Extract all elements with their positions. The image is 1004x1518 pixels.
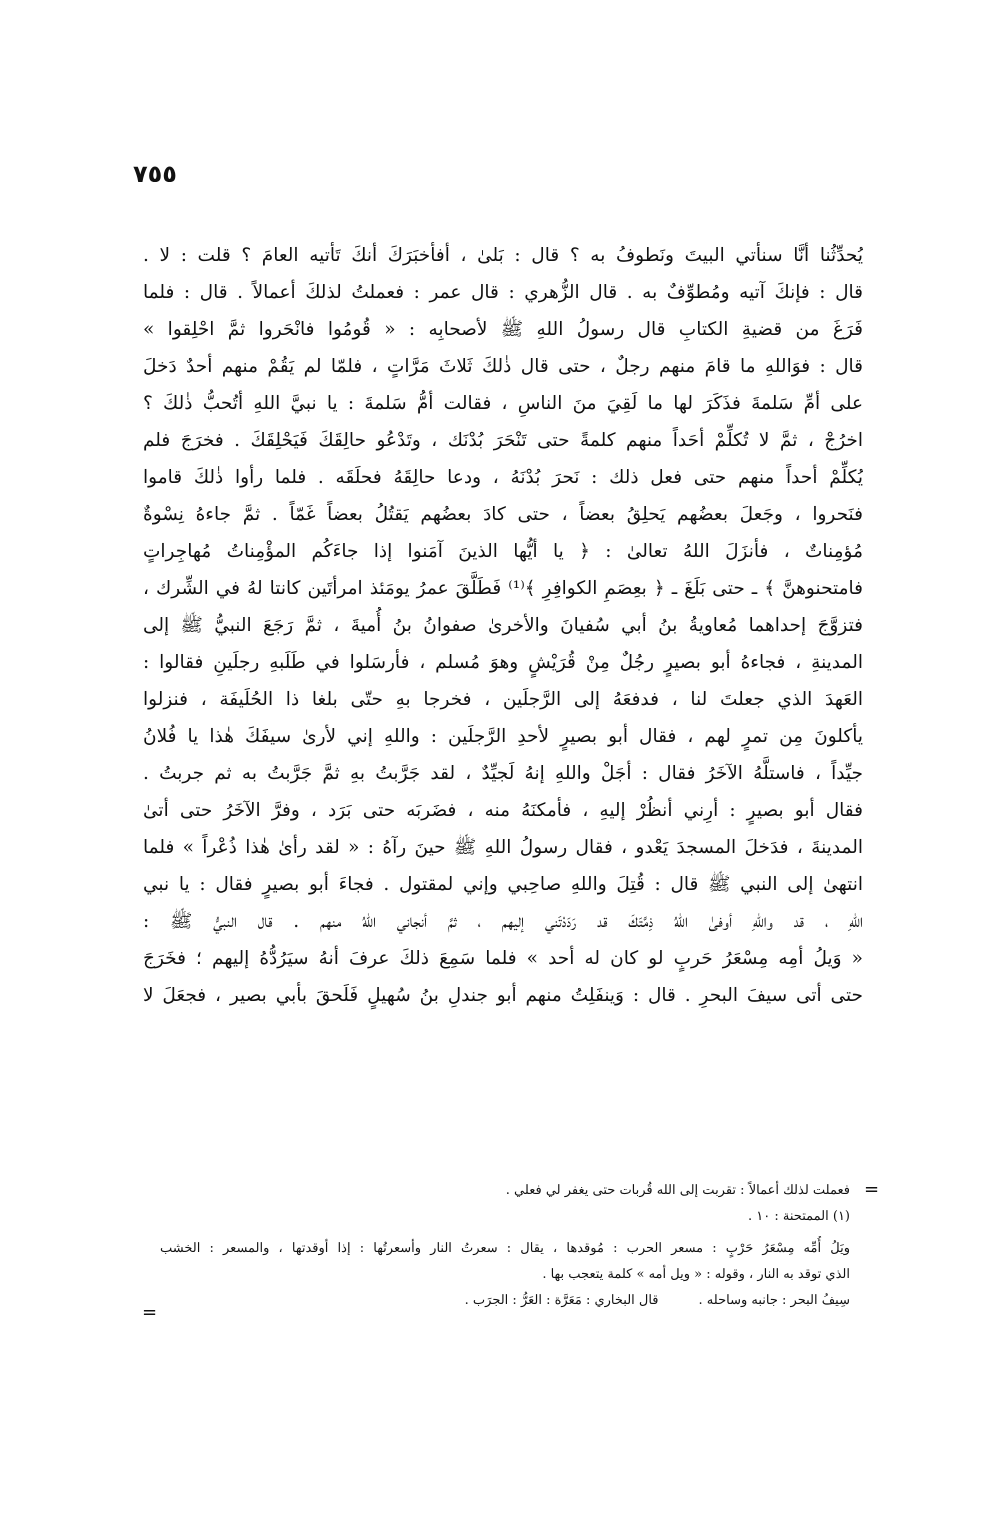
text-line: حتى أتى سيفَ البحرِ . قال : وَينفَلِتُ منهم أبو جندلِ بنُ سُهيلٍ فَلَحقَ بأبي بصير ، فجعَلَ لا xyxy=(143,985,863,1006)
text-line: اللهِ ، قد واللهِ أوفىٰ اللهُ ذِمَّتَكَ قد رَدَدْتَني إليهم ، ثمَّ أنجاني اللهُ منهم . قال النبيُّ ﷺ : xyxy=(143,911,863,932)
text-line: جيِّداً ، فاستلَّهُ الآخَرُ فقال : أجَلْ واللهِ إنهُ لَجيِّدٌ ، لقد جَرَّبتُ بهِ ثمَّ جَرَّبتُ به ثم جربتُ . xyxy=(143,763,863,784)
text-line: فقال أبو بصيرٍ : أرِني أنظُرْ إليهِ ، فأمكنَهُ منه ، فضَربَه حتى بَرَد ، وفرَّ الآخَرُ حتى أتىٰ xyxy=(143,800,863,821)
text-line: مُؤمِناتٌ ، فأنزَلَ اللهُ تعالىٰ : ﴿ يا أيُّها الذينَ آمَنوا إذا جاءَكُم المؤْمِناتُ مُهاجِراتٍ xyxy=(143,541,863,562)
text-line: فامتحنوهنَّ ﴾ ـ حتى بَلَغَ ـ ﴿ بعِصَمِ الكوافِرِ ﴾⁽¹⁾ فَطَلَّقَ عمرُ يومَئذ امرأتَين كانتا لهُ في الشِّرك ، xyxy=(143,578,863,599)
text-line: اخرُجْ ، ثمَّ لا تُكلِّمْ أحَداً منهم كلمةً حتى تَنْحَرَ بُدْنَك ، وتَدْعُو حالِقَكَ فَيَحْلِقَكَ . فخرَجَ فلم xyxy=(143,430,863,451)
footnote-line: (١) الممتحنة : ١٠ . xyxy=(748,1209,850,1224)
page-number: ٧٥٥ xyxy=(133,160,177,188)
footnote-line: الذي توقد به النار ، وقوله : « ويل أمه » كلمة يتعجب بها . xyxy=(542,1267,850,1282)
text-line: « وَيلُ أمِه مِسْعَرُ حَربٍ لو كان له أحد » فلما سَمِعَ ذلكَ عرفَ أنهُ سيَرُدُّهُ إليهم ؛ فخَرَجَ xyxy=(143,948,863,969)
text-line: المدينةَ ، فدَخلَ المسجدَ يَعْدو ، فقال رسولُ اللهِ ﷺ حينَ رآهُ : « لقد رأىٰ هٰذا ذُعْراً » فلما xyxy=(143,837,863,858)
footnote-continues-marker: = xyxy=(142,1302,158,1323)
text-line: فنَحروا ، وجَعلَ بعضُهم يَحلِقُ بعضاً ، حتى كادَ بعضُهم يَقتُلُ بعضاً غَمّاً . ثمَّ جاءهُ نِسْوةٌ xyxy=(143,504,863,525)
text-line: انتهىٰ إلى النبي ﷺ قال : قُتِلَ واللهِ صاحِبي وإني لمقتول . فجاءَ أبو بصيرٍ فقال : يا نبي xyxy=(143,874,863,895)
text-line: فتزوَّجَ إحداهما مُعاويةُ بنُ أبي سُفيانَ والأخرىٰ صفوانُ بنُ أُميةَ ، ثمَّ رَجَعَ النبيُّ ﷺ إلى xyxy=(143,615,863,636)
footnote-line: سِيفُ البحر : جانبه وساحله . xyxy=(698,1293,850,1308)
text-line: العَهدَ الذي جعلتَ لنا ، فدفعَهُ إلى الرَّجلَين ، فخرجا بهِ حتّى بلغا ذا الحُلَيفَة ، فنزلوا xyxy=(143,689,863,710)
text-line: قال : فوَاللهِ ما قامَ منهم رجلٌ ، حتى قال ذٰلكَ ثَلاثَ مَرَّاتٍ ، فلمّا لم يَقُمْ منهم أحدٌ دَخلَ xyxy=(143,356,863,377)
text-line: قال : فإنكَ آتيه ومُطوِّفٌ به . قال الزُّهري : قال عمر : فعملتُ لذلكَ أعمالاً . قال : فلما xyxy=(143,282,863,303)
main-text-body xyxy=(143,237,863,1014)
footnote-continuation-marker: = xyxy=(864,1179,880,1200)
footnotes-section xyxy=(160,1178,850,1314)
text-line: فَرَغَ من قضيةِ الكتابِ قال رسولُ اللهِ ﷺ لأصحابِه : « قُومُوا فانْحَروا ثمَّ احْلِقوا » xyxy=(143,319,863,340)
text-line: يُحدِّثُنا أنَّا سنأتي البيتَ ونَطوفُ به ؟ قال : بَلىٰ ، أفأخبَرَكَ أنكَ تَأتيه العامَ ؟ قلت : لا . xyxy=(143,245,863,266)
text-line: على أمِّ سَلمةَ فذَكَرَ لها ما لَقِيَ منَ الناسِ ، فقالت أمُّ سَلمةَ : يا نبيَّ اللهِ أتُحبُّ ذٰلكَ ؟ xyxy=(143,393,863,414)
footnote-split-line xyxy=(160,1288,850,1314)
footnote-line: قال البخاري : مَعَرَّة : العَرُّ : الجرَب . xyxy=(464,1293,659,1308)
footnote-line: فعملت لذلك أعمالاً : تقربت إلى الله قُربات حتى يغفر لي فعلي . xyxy=(505,1183,850,1198)
text-line: يأكلونَ مِن تمرٍ لهم ، فقال أبو بصيرٍ لأحدِ الرَّجلَين : واللهِ إني لأرىٰ سيفَكَ هٰذا يا فُلانُ xyxy=(143,726,863,747)
footnote-line: ويَلُ أُمِّه مِسْعَرُ حَرْبٍ : مسعر الحرب : مُوقدها ، يقال : سعرتُ النار وأسعرتُها : إذا أوقدتها ، والمسعر : الخشب xyxy=(160,1241,850,1256)
text-line: يُكلِّمْ أحداً منهم حتى فعل ذلك : نَحرَ بُدْنَهُ ، ودعا حالِقَهُ فحلَقَه . فلما رأوا ذٰلكَ قاموا xyxy=(143,467,863,488)
text-line: المدينةِ ، فجاءهُ أبو بصيرٍ رجُلٌ مِنْ قُرَيْشٍ وهوَ مُسلم ، فأرسَلوا في طَلَبهِ رجلَينِ فقالوا : xyxy=(143,652,863,673)
